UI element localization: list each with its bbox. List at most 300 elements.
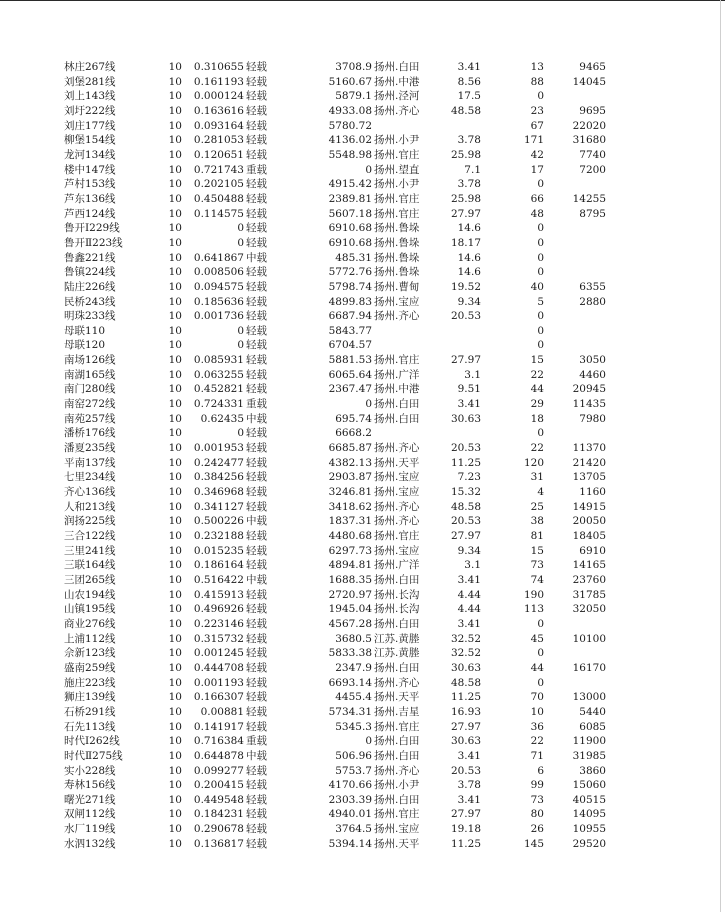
table-row — [0, 500, 725, 515]
capacity-margin-cell: 2367.47 — [328, 383, 372, 396]
substation-cell: 扬州.宝应 — [374, 544, 420, 557]
load-ratio-cell: 0.141917 — [193, 720, 244, 733]
voltage-cell: 10 — [168, 280, 182, 293]
capacity-margin-cell: 3246.81 — [328, 486, 372, 499]
voltage-cell: 10 — [168, 442, 182, 455]
load-ratio-cell: 0.184231 — [193, 808, 244, 821]
table-row — [0, 690, 725, 705]
line-name-cell: 母联120 — [64, 339, 106, 352]
voltage-cell: 10 — [168, 324, 182, 337]
line-name-cell: 三联164线 — [64, 559, 116, 572]
voltage-cell: 10 — [168, 456, 182, 469]
capacity-margin-cell: 485.31 — [335, 251, 372, 264]
load-status-cell: 轻载 — [246, 354, 267, 367]
table-row — [0, 588, 725, 603]
capacity-cell: 10100 — [572, 632, 606, 645]
capacity-margin-cell: 5780.72 — [328, 119, 372, 132]
load-status-cell: 轻载 — [246, 500, 267, 513]
line-name-cell: 山农194线 — [64, 588, 116, 601]
voltage-cell: 10 — [168, 339, 182, 352]
table-row — [0, 749, 725, 764]
count-cell: 73 — [530, 793, 544, 806]
count-cell: 66 — [530, 192, 544, 205]
value-cell: 25.98 — [450, 192, 481, 205]
line-name-cell: 山镇195线 — [64, 603, 116, 616]
load-ratio-cell: 0.384256 — [193, 471, 244, 484]
substation-cell: 扬州.吉星 — [374, 705, 420, 718]
value-cell: 48.58 — [450, 500, 481, 513]
load-status-cell: 轻载 — [246, 178, 267, 191]
count-cell: 0 — [537, 178, 544, 191]
substation-cell: 扬州.齐心 — [374, 104, 420, 117]
capacity-cell: 15060 — [572, 779, 606, 792]
table-row — [0, 456, 725, 471]
load-status-cell: 轻载 — [246, 295, 267, 308]
value-cell: 27.97 — [450, 720, 481, 733]
count-cell: 48 — [530, 207, 544, 220]
capacity-margin-cell: 5394.14 — [328, 837, 372, 850]
table-row — [0, 221, 725, 236]
count-cell: 25 — [530, 500, 544, 513]
count-cell: 17 — [530, 163, 544, 176]
substation-cell: 扬州.齐心 — [374, 500, 420, 513]
voltage-cell: 10 — [168, 310, 182, 323]
capacity-cell: 14095 — [572, 808, 606, 821]
capacity-cell: 4460 — [579, 368, 606, 381]
load-ratio-cell: 0.008506 — [193, 266, 244, 279]
load-ratio-cell: 0.721743 — [193, 163, 244, 176]
voltage-cell: 10 — [168, 104, 182, 117]
substation-cell: 扬州.白田 — [374, 661, 420, 674]
value-cell: 32.52 — [450, 647, 481, 660]
load-status-cell: 轻载 — [246, 75, 267, 88]
count-cell: 44 — [530, 661, 544, 674]
table-row — [0, 617, 725, 632]
load-ratio-cell: 0.000124 — [193, 90, 244, 103]
table-row — [0, 60, 725, 75]
load-ratio-cell: 0 — [237, 339, 244, 352]
substation-cell: 扬州.曹甸 — [374, 280, 420, 293]
value-cell: 3.1 — [464, 559, 481, 572]
voltage-cell: 10 — [168, 647, 182, 660]
count-cell: 120 — [523, 456, 544, 469]
load-ratio-cell: 0.120651 — [193, 148, 244, 161]
capacity-cell: 14045 — [572, 75, 606, 88]
line-name-cell: 潘夏235线 — [64, 442, 116, 455]
line-name-cell: 七里234线 — [64, 471, 116, 484]
line-name-cell: 平南137线 — [64, 456, 116, 469]
capacity-margin-cell: 2903.87 — [328, 471, 372, 484]
count-cell: 10 — [530, 705, 544, 718]
load-ratio-cell: 0 — [237, 427, 244, 440]
count-cell: 0 — [537, 90, 544, 103]
load-ratio-cell: 0.496926 — [193, 603, 244, 616]
value-cell: 27.97 — [450, 808, 481, 821]
line-name-cell: 南湖165线 — [64, 368, 116, 381]
voltage-cell: 10 — [168, 134, 182, 147]
voltage-cell: 10 — [168, 383, 182, 396]
capacity-cell: 18405 — [572, 530, 606, 542]
count-cell: 71 — [530, 749, 544, 762]
load-status-cell: 轻载 — [246, 104, 267, 117]
feeder-load-table — [0, 60, 725, 851]
load-status-cell: 轻载 — [246, 324, 267, 337]
table-row — [0, 192, 725, 207]
value-cell: 19.52 — [450, 280, 481, 293]
line-name-cell: 三团265线 — [64, 573, 116, 586]
value-cell: 7.1 — [464, 163, 481, 176]
substation-cell: 扬州.白田 — [374, 617, 420, 630]
voltage-cell: 10 — [168, 368, 182, 381]
voltage-cell: 10 — [168, 148, 182, 161]
table-row — [0, 280, 725, 295]
load-ratio-cell: 0.341127 — [193, 500, 244, 513]
capacity-margin-cell: 5548.98 — [328, 148, 372, 161]
capacity-cell: 1160 — [579, 486, 606, 499]
capacity-cell: 11900 — [572, 735, 606, 748]
count-cell: 0 — [537, 427, 544, 440]
voltage-cell: 10 — [168, 530, 182, 542]
capacity-cell: 9465 — [579, 61, 606, 73]
table-row — [0, 75, 725, 90]
voltage-cell: 10 — [168, 749, 182, 762]
line-name-cell: 鲁开Ⅰ229线 — [64, 222, 120, 235]
load-status-cell: 轻载 — [246, 456, 267, 469]
capacity-margin-cell: 6065.64 — [328, 368, 372, 381]
voltage-cell: 10 — [168, 676, 182, 689]
value-cell: 9.34 — [457, 544, 481, 557]
value-cell: 27.97 — [450, 207, 481, 220]
capacity-cell: 11370 — [572, 442, 606, 455]
voltage-cell: 10 — [168, 61, 182, 73]
substation-cell: 扬州.官庄 — [374, 148, 420, 161]
capacity-margin-cell: 4915.42 — [328, 178, 372, 191]
capacity-margin-cell: 6668.2 — [335, 427, 372, 440]
voltage-cell: 10 — [168, 500, 182, 513]
line-name-cell: 林庄267线 — [64, 61, 116, 73]
capacity-margin-cell: 6685.87 — [328, 442, 372, 455]
value-cell: 16.93 — [450, 705, 481, 718]
load-status-cell: 轻载 — [246, 559, 267, 572]
voltage-cell: 10 — [168, 544, 182, 557]
value-cell: 14.6 — [457, 222, 481, 235]
load-status-cell: 轻载 — [246, 632, 267, 645]
load-ratio-cell: 0.063255 — [193, 368, 244, 381]
capacity-margin-cell: 2347.9 — [335, 661, 372, 674]
substation-cell: 扬州.天平 — [374, 837, 420, 850]
capacity-cell: 32050 — [572, 603, 606, 616]
capacity-margin-cell: 5772.76 — [328, 266, 372, 279]
line-name-cell: 人和213线 — [64, 500, 116, 513]
line-name-cell: 狮庄139线 — [64, 691, 116, 704]
substation-cell: 扬州.齐心 — [374, 442, 420, 455]
substation-cell: 扬州.宝应 — [374, 471, 420, 484]
load-ratio-cell: 0.449548 — [193, 793, 244, 806]
line-name-cell: 实小228线 — [64, 764, 116, 777]
load-status-cell: 轻载 — [246, 134, 267, 147]
load-ratio-cell: 0.001953 — [193, 442, 244, 455]
load-status-cell: 轻载 — [246, 310, 267, 323]
value-cell: 25.98 — [450, 148, 481, 161]
capacity-margin-cell: 6910.68 — [328, 236, 372, 249]
capacity-cell: 3050 — [579, 354, 606, 367]
load-ratio-cell: 0.346968 — [193, 486, 244, 499]
voltage-cell: 10 — [168, 661, 182, 674]
substation-cell: 扬州.官庄 — [374, 192, 420, 205]
load-status-cell: 轻载 — [246, 588, 267, 601]
voltage-cell: 10 — [168, 207, 182, 220]
count-cell: 22 — [530, 735, 544, 748]
substation-cell: 扬州.官庄 — [374, 354, 420, 367]
capacity-margin-cell: 4480.68 — [328, 530, 372, 542]
voltage-cell: 10 — [168, 236, 182, 249]
voltage-cell: 10 — [168, 764, 182, 777]
load-ratio-cell: 0.166307 — [193, 691, 244, 704]
substation-cell: 扬州.白田 — [374, 398, 420, 411]
table-row — [0, 265, 725, 280]
line-name-cell: 三合122线 — [64, 530, 116, 542]
substation-cell: 扬州.白田 — [374, 749, 420, 762]
line-name-cell: 刘堡281线 — [64, 75, 116, 88]
substation-cell: 扬州.广洋 — [374, 368, 420, 381]
capacity-cell: 14165 — [572, 559, 606, 572]
load-ratio-cell: 0.093164 — [193, 119, 244, 132]
line-name-cell: 龙河134线 — [64, 148, 116, 161]
table-row — [0, 119, 725, 134]
load-ratio-cell: 0.724331 — [193, 398, 244, 411]
count-cell: 23 — [530, 104, 544, 117]
voltage-cell: 10 — [168, 720, 182, 733]
line-name-cell: 润扬225线 — [64, 515, 116, 528]
voltage-cell: 10 — [168, 793, 182, 806]
substation-cell: 扬州.泾河 — [374, 90, 420, 103]
table-row — [0, 573, 725, 588]
table-row — [0, 382, 725, 397]
count-cell: 0 — [537, 339, 544, 352]
line-name-cell: 楼中147线 — [64, 163, 116, 176]
table-row — [0, 236, 725, 251]
substation-cell: 扬州.白田 — [374, 573, 420, 586]
capacity-cell: 6085 — [579, 720, 606, 733]
value-cell: 3.78 — [457, 178, 481, 191]
count-cell: 0 — [537, 251, 544, 264]
substation-cell: 扬州.白田 — [374, 793, 420, 806]
value-cell: 9.34 — [457, 295, 481, 308]
load-status-cell: 轻载 — [246, 691, 267, 704]
capacity-cell: 29520 — [572, 837, 606, 850]
load-status-cell: 中载 — [246, 573, 267, 586]
substation-cell: 扬州.齐心 — [374, 764, 420, 777]
count-cell: 171 — [523, 134, 544, 147]
load-ratio-cell: 0.186164 — [193, 559, 244, 572]
voltage-cell: 10 — [168, 75, 182, 88]
capacity-cell: 23760 — [572, 573, 606, 586]
voltage-cell: 10 — [168, 251, 182, 264]
capacity-margin-cell: 5160.67 — [328, 75, 372, 88]
count-cell: 0 — [537, 266, 544, 279]
line-name-cell: 陆庄226线 — [64, 280, 116, 293]
substation-cell: 扬州.长沟 — [374, 603, 420, 616]
voltage-cell: 10 — [168, 515, 182, 528]
capacity-margin-cell: 4894.81 — [328, 559, 372, 572]
count-cell: 40 — [530, 280, 544, 293]
capacity-cell: 21420 — [572, 456, 606, 469]
substation-cell: 江苏.黄塍 — [374, 632, 420, 645]
count-cell: 88 — [530, 75, 544, 88]
count-cell: 15 — [530, 354, 544, 367]
load-ratio-cell: 0 — [237, 236, 244, 249]
line-name-cell: 柳堡154线 — [64, 134, 116, 147]
table-row — [0, 705, 725, 720]
line-name-cell: 鲁开Ⅱ223线 — [64, 236, 123, 249]
capacity-margin-cell: 5753.7 — [335, 764, 372, 777]
count-cell: 145 — [523, 837, 544, 850]
load-ratio-cell: 0.163616 — [193, 104, 244, 117]
line-name-cell: 刘上143线 — [64, 90, 116, 103]
value-cell: 3.41 — [457, 398, 481, 411]
load-ratio-cell: 0.450488 — [193, 192, 244, 205]
value-cell: 30.63 — [450, 735, 481, 748]
value-cell: 7.23 — [457, 471, 481, 484]
substation-cell: 扬州.小尹 — [374, 134, 420, 147]
line-name-cell: 母联110 — [64, 324, 106, 337]
load-ratio-cell: 0.114575 — [193, 207, 244, 220]
count-cell: 0 — [537, 324, 544, 337]
capacity-cell: 7740 — [579, 148, 606, 161]
voltage-cell: 10 — [168, 573, 182, 586]
table-row — [0, 177, 725, 192]
capacity-margin-cell: 2720.97 — [328, 588, 372, 601]
table-row — [0, 822, 725, 837]
count-cell: 74 — [530, 573, 544, 586]
load-status-cell: 轻载 — [246, 222, 267, 235]
load-status-cell: 轻载 — [246, 647, 267, 660]
substation-cell: 扬州.天平 — [374, 691, 420, 704]
capacity-cell: 22020 — [572, 119, 606, 132]
voltage-cell: 10 — [168, 412, 182, 425]
value-cell: 4.44 — [457, 603, 481, 616]
load-ratio-cell: 0.444708 — [193, 661, 244, 674]
value-cell: 27.97 — [450, 354, 481, 367]
capacity-margin-cell: 5881.53 — [328, 354, 372, 367]
capacity-cell: 14255 — [572, 192, 606, 205]
load-ratio-cell: 0.242477 — [193, 456, 244, 469]
value-cell: 20.53 — [450, 442, 481, 455]
load-ratio-cell: 0.415913 — [193, 588, 244, 601]
capacity-margin-cell: 0 — [365, 163, 372, 176]
table-row — [0, 295, 725, 310]
load-status-cell: 轻载 — [246, 676, 267, 689]
line-name-cell: 南窑272线 — [64, 398, 116, 411]
load-status-cell: 轻载 — [246, 119, 267, 132]
value-cell: 30.63 — [450, 412, 481, 425]
count-cell: 67 — [530, 119, 544, 132]
table-row — [0, 558, 725, 573]
capacity-margin-cell: 0 — [365, 735, 372, 748]
capacity-margin-cell: 6297.73 — [328, 544, 372, 557]
line-name-cell: 时代Ⅱ275线 — [64, 749, 123, 762]
count-cell: 0 — [537, 647, 544, 660]
capacity-cell: 31985 — [572, 749, 606, 762]
voltage-cell: 10 — [168, 90, 182, 103]
voltage-cell: 10 — [168, 192, 182, 205]
table-row — [0, 163, 725, 178]
substation-cell: 扬州.鲁垛 — [374, 222, 420, 235]
count-cell: 0 — [537, 222, 544, 235]
count-cell: 113 — [523, 603, 544, 616]
load-status-cell: 中载 — [246, 251, 267, 264]
capacity-margin-cell: 1688.35 — [328, 573, 372, 586]
capacity-margin-cell: 4940.01 — [328, 808, 372, 821]
line-name-cell: 芦村153线 — [64, 178, 116, 191]
line-name-cell: 时代Ⅰ262线 — [64, 735, 120, 748]
load-status-cell: 轻载 — [246, 793, 267, 806]
load-ratio-cell: 0.500226 — [193, 515, 244, 528]
substation-cell: 扬州.鲁垛 — [374, 251, 420, 264]
table-row — [0, 720, 725, 735]
count-cell: 0 — [537, 676, 544, 689]
count-cell: 99 — [530, 779, 544, 792]
capacity-cell: 31680 — [572, 134, 606, 147]
substation-cell: 扬州.官庄 — [374, 808, 420, 821]
capacity-margin-cell: 4170.66 — [328, 779, 372, 792]
load-status-cell: 轻载 — [246, 720, 267, 733]
voltage-cell: 10 — [168, 705, 182, 718]
sheet-top-border — [0, 0, 725, 1]
capacity-cell: 6910 — [579, 544, 606, 557]
value-cell: 8.56 — [457, 75, 481, 88]
count-cell: 45 — [530, 632, 544, 645]
count-cell: 80 — [530, 808, 544, 821]
value-cell: 15.32 — [450, 486, 481, 499]
capacity-cell: 9695 — [579, 104, 606, 117]
load-ratio-cell: 0 — [237, 222, 244, 235]
table-row — [0, 441, 725, 456]
table-row — [0, 148, 725, 163]
capacity-margin-cell: 4382.13 — [328, 456, 372, 469]
load-ratio-cell: 0.62435 — [200, 412, 244, 425]
substation-cell: 江苏.黄塍 — [374, 647, 420, 660]
load-status-cell: 轻载 — [246, 808, 267, 821]
load-ratio-cell: 0.310655 — [193, 61, 244, 73]
voltage-cell: 10 — [168, 691, 182, 704]
capacity-margin-cell: 695.74 — [335, 412, 372, 425]
value-cell: 20.53 — [450, 764, 481, 777]
table-row — [0, 764, 725, 779]
load-status-cell: 轻载 — [246, 236, 267, 249]
load-ratio-cell: 0.001736 — [193, 310, 244, 323]
load-ratio-cell: 0.161193 — [193, 75, 244, 88]
load-ratio-cell: 0.200415 — [193, 779, 244, 792]
capacity-margin-cell: 5879.1 — [335, 90, 372, 103]
load-ratio-cell: 0.00881 — [200, 705, 244, 718]
load-status-cell: 轻载 — [246, 617, 267, 630]
value-cell: 9.51 — [457, 383, 481, 396]
value-cell: 48.58 — [450, 676, 481, 689]
table-row — [0, 133, 725, 148]
voltage-cell: 10 — [168, 588, 182, 601]
load-ratio-cell: 0.516422 — [193, 573, 244, 586]
value-cell: 14.6 — [457, 266, 481, 279]
voltage-cell: 10 — [168, 559, 182, 572]
load-status-cell: 轻载 — [246, 530, 267, 542]
capacity-cell: 2880 — [579, 295, 606, 308]
substation-cell: 扬州.齐心 — [374, 676, 420, 689]
load-status-cell: 轻载 — [246, 148, 267, 161]
line-name-cell: 潘桥176线 — [64, 427, 116, 440]
line-name-cell: 佘新123线 — [64, 647, 116, 660]
load-status-cell: 轻载 — [246, 442, 267, 455]
